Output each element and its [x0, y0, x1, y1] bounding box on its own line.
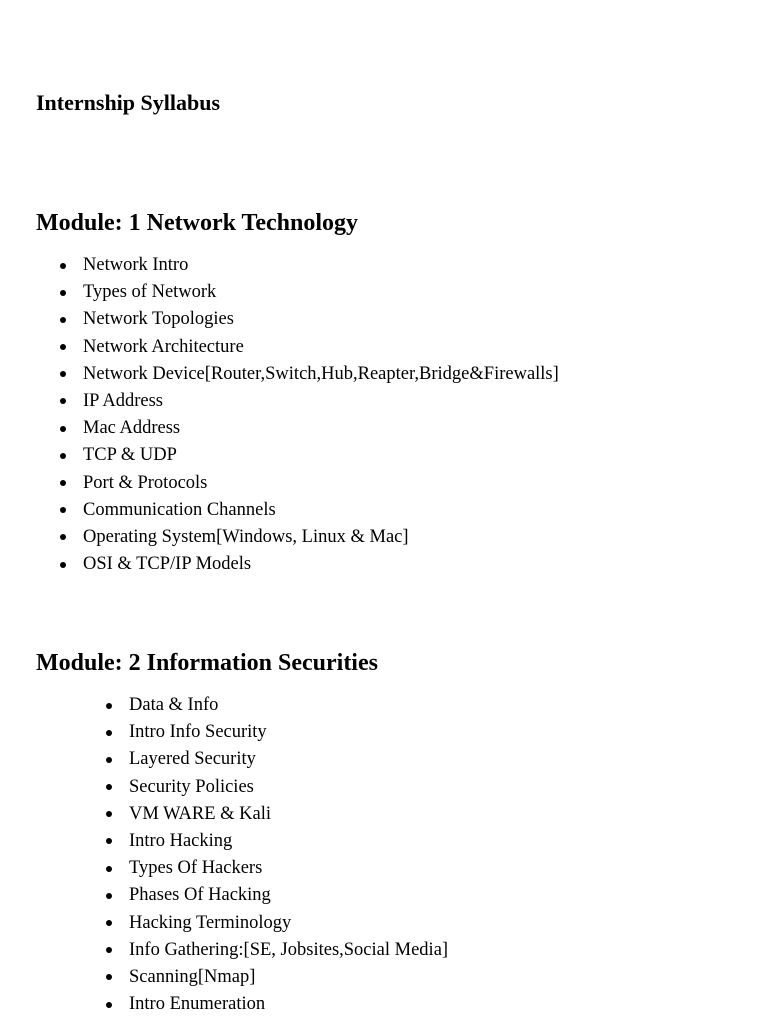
list-item [60, 388, 559, 415]
list-item [60, 470, 559, 497]
module-1-topic-list [60, 252, 559, 578]
topic-label: Types of Network [83, 282, 217, 303]
list-item [60, 279, 559, 306]
bullet-icon [60, 344, 66, 350]
topic-label: Intro Enumeration [129, 994, 266, 1015]
list-item [106, 910, 448, 937]
topic-label: Network Architecture [83, 336, 244, 357]
bullet-icon [60, 534, 66, 540]
bullet-icon [60, 290, 66, 296]
bullet-icon [106, 947, 112, 953]
bullet-icon [60, 562, 66, 568]
list-item [106, 801, 448, 828]
list-item [106, 937, 448, 964]
topic-label: OSI & TCP/IP Models [83, 554, 252, 575]
topic-label: Communication Channels [83, 499, 276, 520]
list-item [60, 442, 559, 469]
list-item [60, 361, 559, 388]
list-item [106, 991, 448, 1018]
topic-label: Port & Protocols [83, 472, 208, 493]
topic-label: Network Intro [83, 255, 189, 275]
list-item [60, 334, 559, 361]
topic-label: Info Gathering:[SE, Jobsites,Social Media] [129, 939, 449, 960]
list-item [60, 524, 559, 551]
bullet-icon [106, 893, 112, 899]
bullet-icon [106, 811, 112, 817]
topic-label: TCP & UDP [83, 445, 177, 466]
module-2-heading: Module: 2 Information Securities [36, 650, 378, 676]
topic-label: Network Device[Router,Switch,Hub,Reapter,Bridge&Firewalls] [83, 363, 559, 384]
bullet-icon [60, 453, 66, 459]
list-item [60, 497, 559, 524]
topic-label: Operating System[Windows, Linux & Mac] [83, 526, 409, 547]
list-item [106, 719, 448, 746]
bullet-icon [60, 317, 66, 323]
list-item [60, 415, 559, 442]
bullet-icon [106, 920, 112, 926]
list-item [60, 252, 559, 279]
module-2-topic-list [106, 692, 448, 1018]
bullet-icon [60, 263, 66, 269]
module-1-heading: Module: 1 Network Technology [36, 210, 359, 236]
topic-label: Network Topologies [83, 309, 234, 330]
topic-label: Hacking Terminology [129, 912, 292, 933]
list-item [106, 692, 448, 719]
bullet-icon [106, 730, 112, 736]
list-item [106, 746, 448, 773]
topic-label: Scanning[Nmap] [129, 966, 256, 987]
topic-label: Data & Info [129, 695, 219, 715]
bullet-icon [106, 974, 112, 980]
list-item [60, 306, 559, 333]
bullet-icon [106, 866, 112, 872]
bullet-icon [60, 507, 66, 513]
topic-label: Mac Address [83, 418, 181, 439]
list-item [106, 774, 448, 801]
list-item [106, 882, 448, 909]
topic-label: Intro Hacking [129, 830, 233, 851]
topic-label: Security Policies [129, 776, 254, 797]
topic-label: Intro Info Security [129, 722, 267, 743]
bullet-icon [106, 838, 112, 844]
topic-label: VM WARE & Kali [129, 803, 272, 824]
bullet-icon [60, 480, 66, 486]
bullet-icon [106, 703, 112, 709]
topic-label: Layered Security [129, 749, 256, 770]
topic-label: Types Of Hackers [129, 858, 263, 879]
bullet-icon [60, 398, 66, 404]
list-item [106, 964, 448, 991]
bullet-icon [106, 757, 112, 763]
list-item [106, 855, 448, 882]
list-item [106, 828, 448, 855]
bullet-icon [106, 1002, 112, 1008]
page-title: Internship Syllabus [36, 90, 221, 115]
bullet-icon [60, 426, 66, 432]
bullet-icon [60, 371, 66, 377]
topic-label: IP Address [83, 390, 163, 411]
bullet-icon [106, 784, 112, 790]
topic-label: Phases Of Hacking [129, 885, 271, 906]
list-item [60, 551, 559, 578]
